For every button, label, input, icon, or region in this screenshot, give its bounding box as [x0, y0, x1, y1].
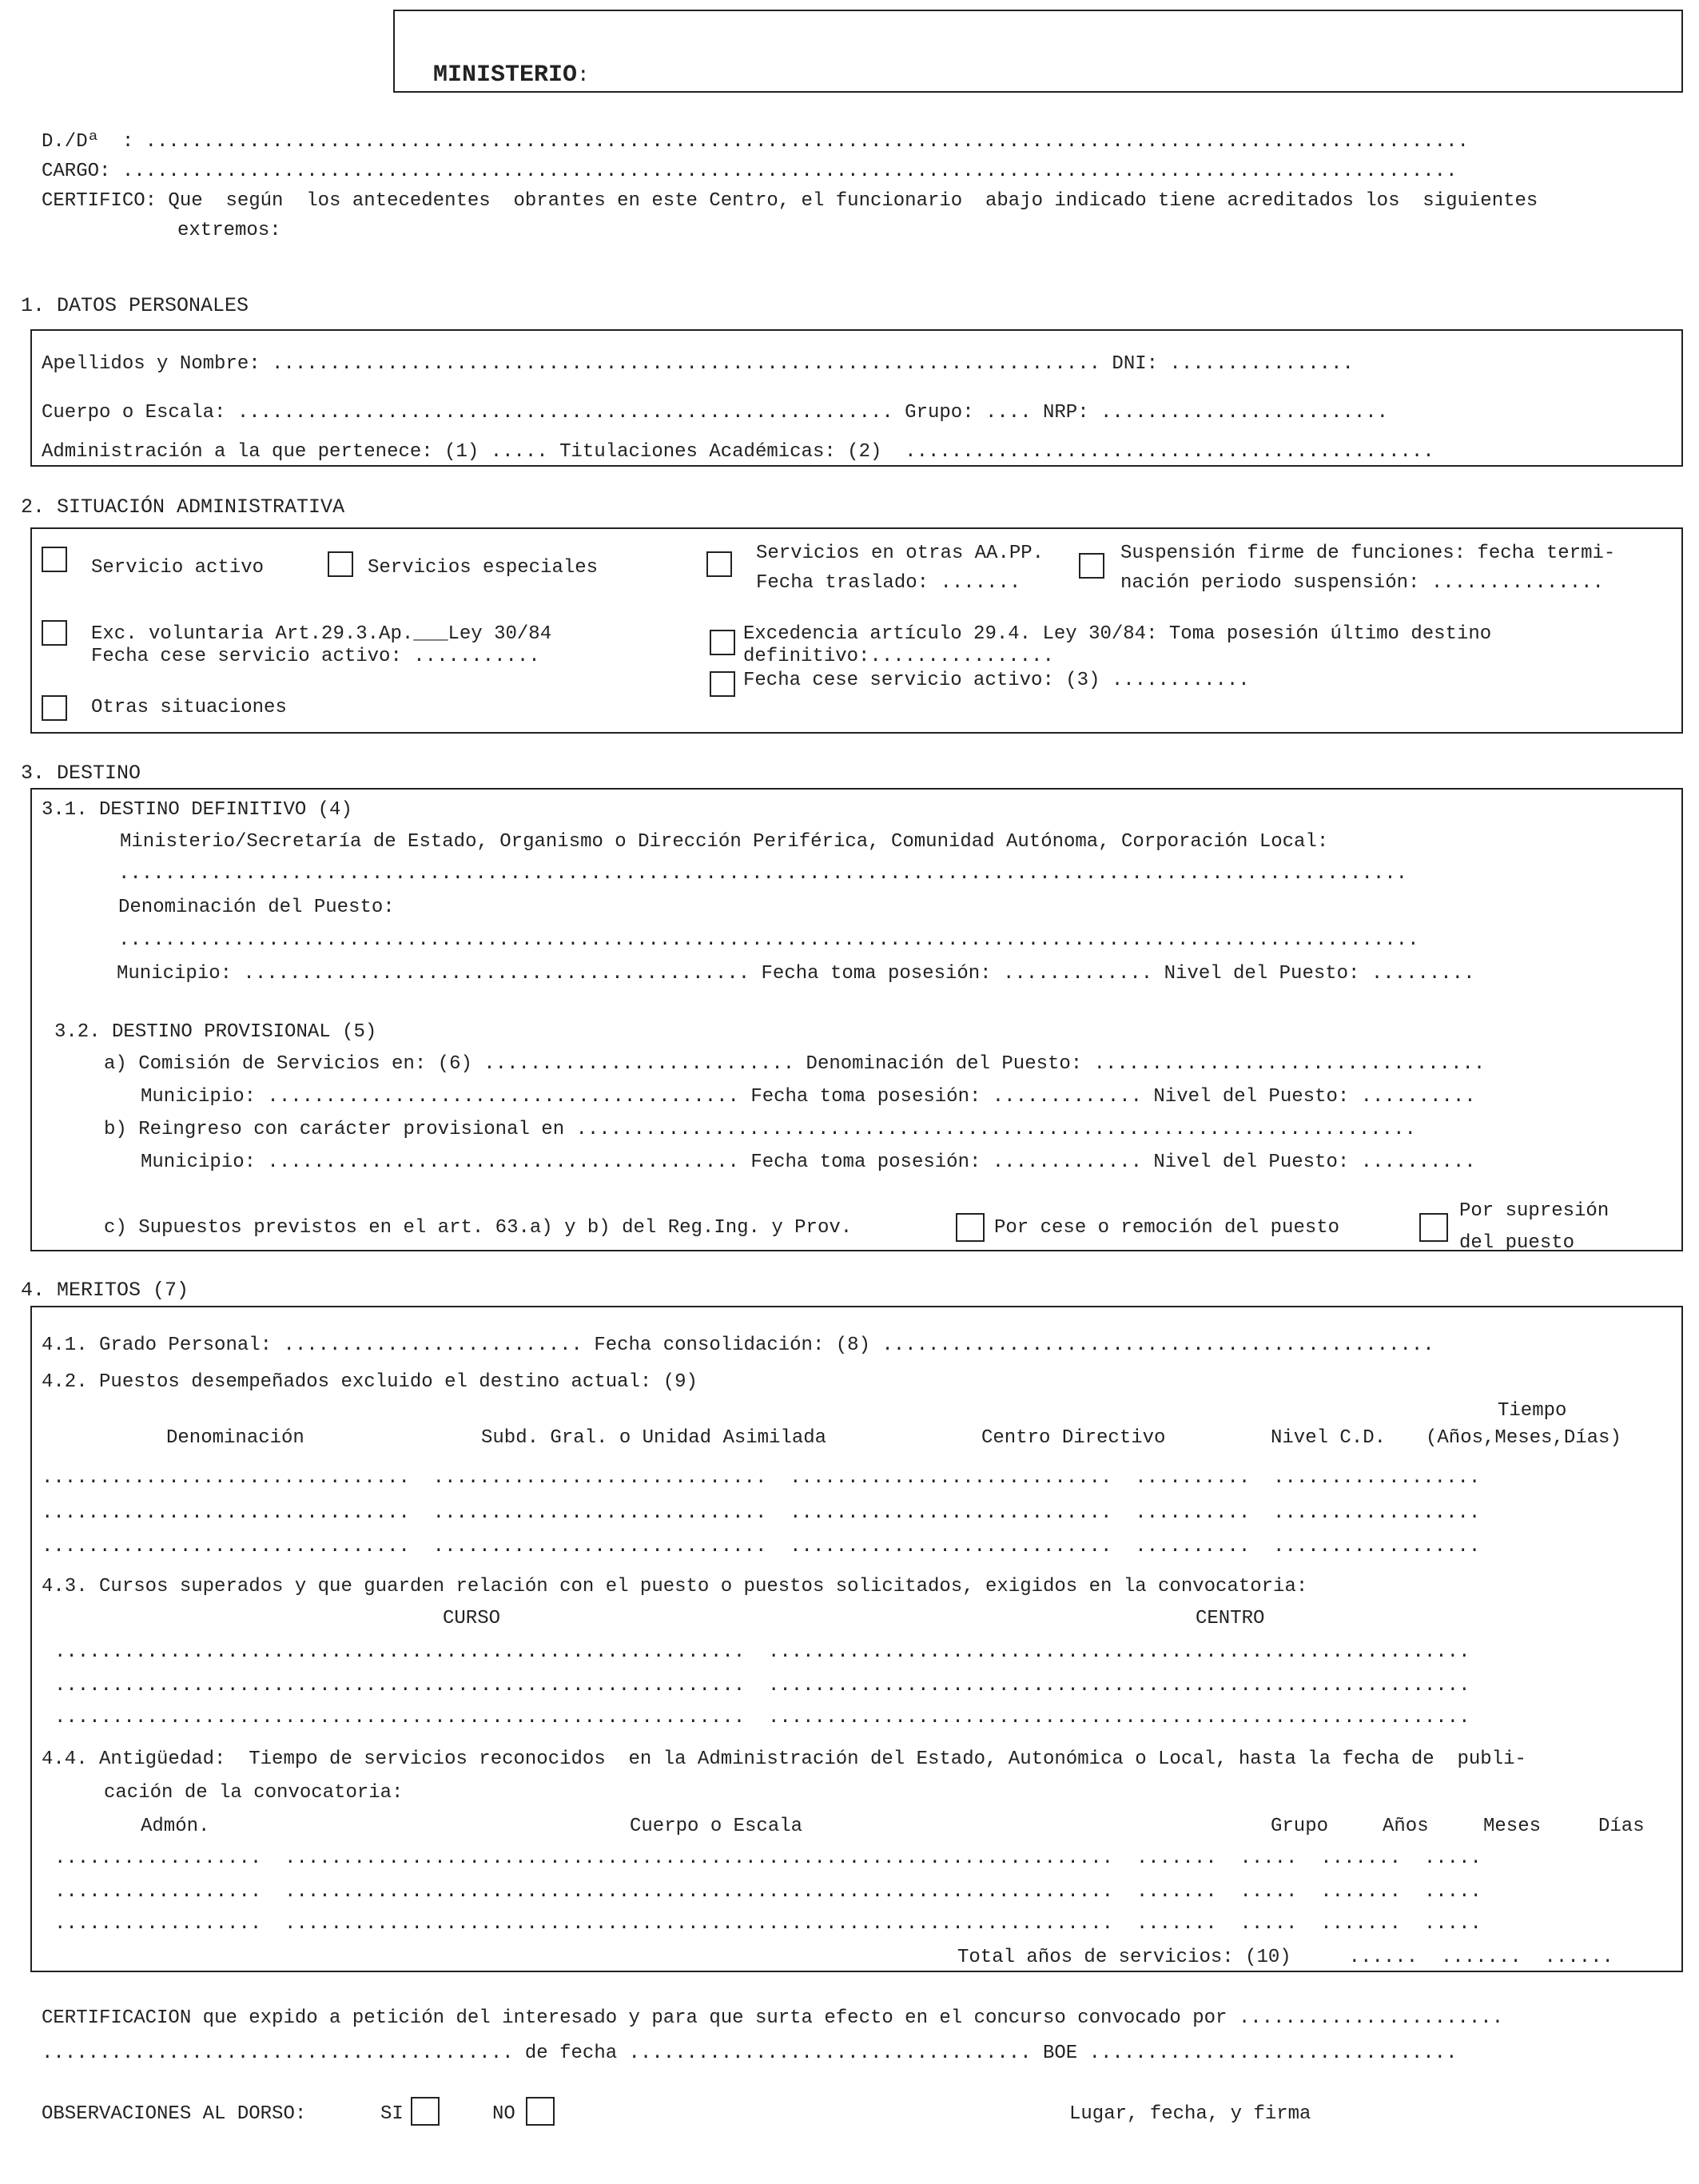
col-tiempo-1: Tiempo — [1498, 1400, 1567, 1422]
por-supresion-checkbox[interactable] — [1419, 1213, 1448, 1242]
destino-dots-2: ................................................................................................................. — [118, 929, 1419, 951]
por-supresion-label-1: Por supresión — [1459, 1200, 1609, 1222]
servicios-otras-checkbox[interactable] — [706, 551, 732, 577]
col-cuerpo-escala: Cuerpo o Escala — [630, 1816, 803, 1837]
total-anos-line: Total años de servicios: (10) ...... ....... ...... — [957, 1947, 1613, 1968]
col-anos: Años — [1383, 1816, 1429, 1837]
puestos-row: ................................ ............................. ............................ .......... .................. — [42, 1536, 1481, 1557]
cursos-row: ............................................................ ............................................................. — [54, 1707, 1470, 1729]
col-meses: Meses — [1483, 1816, 1542, 1837]
cargo-line: CARGO: .................................................................................................................... — [42, 161, 1458, 182]
destino-definitivo-title: 3.1. DESTINO DEFINITIVO (4) — [42, 799, 352, 821]
col-subd-gral: Subd. Gral. o Unidad Asimilada — [481, 1427, 827, 1449]
ministerio-colon: : — [577, 63, 590, 87]
destino-provisional-title: 3.2. DESTINO PROVISIONAL (5) — [54, 1021, 377, 1043]
certifico-line-1: CERTIFICO: Que según los antecedentes obrantes en este Centro, el funcionario abajo indicado tiene acreditados los siguientes — [42, 190, 1538, 212]
administracion-line: Administración a la que pertenece: (1) ..... Titulaciones Académicas: (2) .............................................. — [42, 441, 1434, 463]
destino-dots-1: ................................................................................................................ — [118, 863, 1408, 885]
servicios-especiales-checkbox[interactable] — [328, 551, 353, 577]
col-centro: CENTRO — [1196, 1608, 1265, 1629]
col-denominacion: Denominación — [166, 1427, 304, 1449]
excedencia-29-label-1: Excedencia artículo 29.4. Ley 30/84: Toma posesión último destino — [743, 623, 1492, 645]
certifico-line-2: extremos: — [177, 220, 281, 241]
exc-voluntaria-label-2: Fecha cese servicio activo: ........... — [91, 646, 540, 667]
fecha-cese-checkbox[interactable] — [710, 671, 735, 697]
d-line: D./Dª : ................................................................................................................... — [42, 131, 1469, 153]
por-cese-label: Por cese o remoción del puesto — [994, 1217, 1340, 1239]
exc-voluntaria-checkbox[interactable] — [42, 620, 67, 646]
section-3-box — [30, 788, 1683, 1251]
servicio-activo-checkbox[interactable] — [42, 547, 67, 572]
antiguedad-row: .................. ........................................................................ ....... ..... ....... ..... — [54, 1848, 1482, 1869]
exc-voluntaria-label-1: Exc. voluntaria Art.29.3.Ap.___Ley 30/84 — [91, 623, 552, 645]
municipio-definitivo-line: Municipio: ............................................ Fecha toma posesión: ............. Nivel del Puesto: ......... — [117, 963, 1475, 985]
por-cese-checkbox[interactable] — [956, 1213, 985, 1242]
col-grupo: Grupo — [1271, 1816, 1329, 1837]
suspension-label-1: Suspensión firme de funciones: fecha termi- — [1120, 543, 1616, 564]
col-admon: Admón. — [141, 1816, 210, 1837]
antiguedad-line-2: cación de la convocatoria: — [104, 1782, 404, 1804]
ministerio-text: MINISTERIO — [433, 62, 578, 89]
servicios-especiales-label: Servicios especiales — [368, 557, 599, 579]
lugar-fecha-firma: Lugar, fecha, y firma — [1069, 2103, 1311, 2125]
cursos-row: ............................................................ ............................................................. — [54, 1675, 1470, 1697]
no-label: NO — [492, 2103, 515, 2125]
municipio-reingreso-line: Municipio: ......................................... Fecha toma posesión: ............. Nivel del Puesto: .......... — [141, 1152, 1476, 1173]
comision-servicios-line: a) Comisión de Servicios en: (6) ........................... Denominación del Puesto: .................................. — [104, 1053, 1486, 1075]
otras-situaciones-checkbox[interactable] — [42, 695, 67, 721]
supuestos-line: c) Supuestos previstos en el art. 63.a) y b) del Reg.Ing. y Prov. — [104, 1217, 853, 1239]
puestos-row: ................................ ............................. ............................ .......... .................. — [42, 1467, 1481, 1489]
cuerpo-line: Cuerpo o Escala: ......................................................... Grupo: .... NRP: ......................... — [42, 402, 1389, 424]
antiguedad-line-1: 4.4. Antigüedad: Tiempo de servicios reconocidos en la Administración del Estado, Autonómica o Local, hasta la fecha de publi- — [42, 1748, 1526, 1770]
col-dias: Días — [1598, 1816, 1645, 1837]
col-centro-directivo: Centro Directivo — [981, 1427, 1166, 1449]
denominacion-puesto-label: Denominación del Puesto: — [118, 897, 395, 918]
servicio-activo-label: Servicio activo — [91, 557, 265, 579]
fecha-cese-label: Fecha cese servicio activo: (3) ............ — [743, 670, 1250, 691]
reingreso-line: b) Reingreso con carácter provisional en ......................................................................... — [104, 1119, 1416, 1140]
ministerio-organismo-line: Ministerio/Secretaría de Estado, Organismo o Dirección Periférica, Comunidad Autónoma, Corporación Local: — [120, 831, 1329, 853]
excedencia-29-label-2: definitivo:................ — [743, 646, 1054, 667]
col-tiempo-2: (Años,Meses,Días) — [1426, 1427, 1621, 1449]
suspension-label-2: nación periodo suspensión: ............... — [1120, 572, 1604, 594]
ministerio-label — [404, 32, 590, 90]
suspension-checkbox[interactable] — [1079, 553, 1104, 579]
excedencia-29-checkbox[interactable] — [710, 630, 735, 655]
servicios-otras-label-2: Fecha traslado: ....... — [756, 572, 1021, 594]
section-4-box — [30, 1306, 1683, 1972]
otras-situaciones-label: Otras situaciones — [91, 697, 287, 718]
section-4-title: 4. MERITOS (7) — [21, 1279, 189, 1302]
cursos-label: 4.3. Cursos superados y que guarden relación con el puesto o puestos solicitados, exigidos en la convocatoria: — [42, 1576, 1308, 1597]
si-label: SI — [380, 2103, 404, 2125]
col-nivel-cd: Nivel C.D. — [1271, 1427, 1387, 1449]
antiguedad-row: .................. ........................................................................ ....... ..... ....... ..... — [54, 1881, 1482, 1903]
no-checkbox[interactable] — [526, 2097, 555, 2126]
cursos-row: ............................................................ ............................................................. — [54, 1641, 1470, 1663]
municipio-comision-line: Municipio: ......................................... Fecha toma posesión: ............. Nivel del Puesto: .......... — [141, 1086, 1476, 1108]
section-2-title: 2. SITUACIÓN ADMINISTRATIVA — [21, 495, 345, 519]
grado-personal-line: 4.1. Grado Personal: .......................... Fecha consolidación: (8) ................................................ — [42, 1335, 1434, 1356]
puestos-row: ................................ ............................. ............................ .......... .................. — [42, 1502, 1481, 1524]
section-1-title: 1. DATOS PERSONALES — [21, 294, 249, 317]
section-3-title: 3. DESTINO — [21, 762, 141, 785]
observaciones-label: OBSERVACIONES AL DORSO: — [42, 2103, 307, 2125]
si-checkbox[interactable] — [411, 2097, 440, 2126]
certificacion-line-2: ......................................... de fecha ................................... BOE ................................ — [42, 2043, 1458, 2064]
puestos-desempenados-label: 4.2. Puestos desempeñados excluido el destino actual: (9) — [42, 1371, 698, 1393]
servicios-otras-label-1: Servicios en otras AA.PP. — [756, 543, 1044, 564]
col-curso: CURSO — [443, 1608, 501, 1629]
antiguedad-row: .................. ........................................................................ ....... ..... ....... ..... — [54, 1913, 1482, 1935]
certificacion-line-1: CERTIFICACION que expido a petición del interesado y para que surta efecto en el concurso convocado por ....................... — [42, 2007, 1504, 2029]
apellidos-line: Apellidos y Nombre: ........................................................................ DNI: ................ — [42, 353, 1354, 375]
por-supresion-label-2: del puesto — [1459, 1232, 1575, 1254]
